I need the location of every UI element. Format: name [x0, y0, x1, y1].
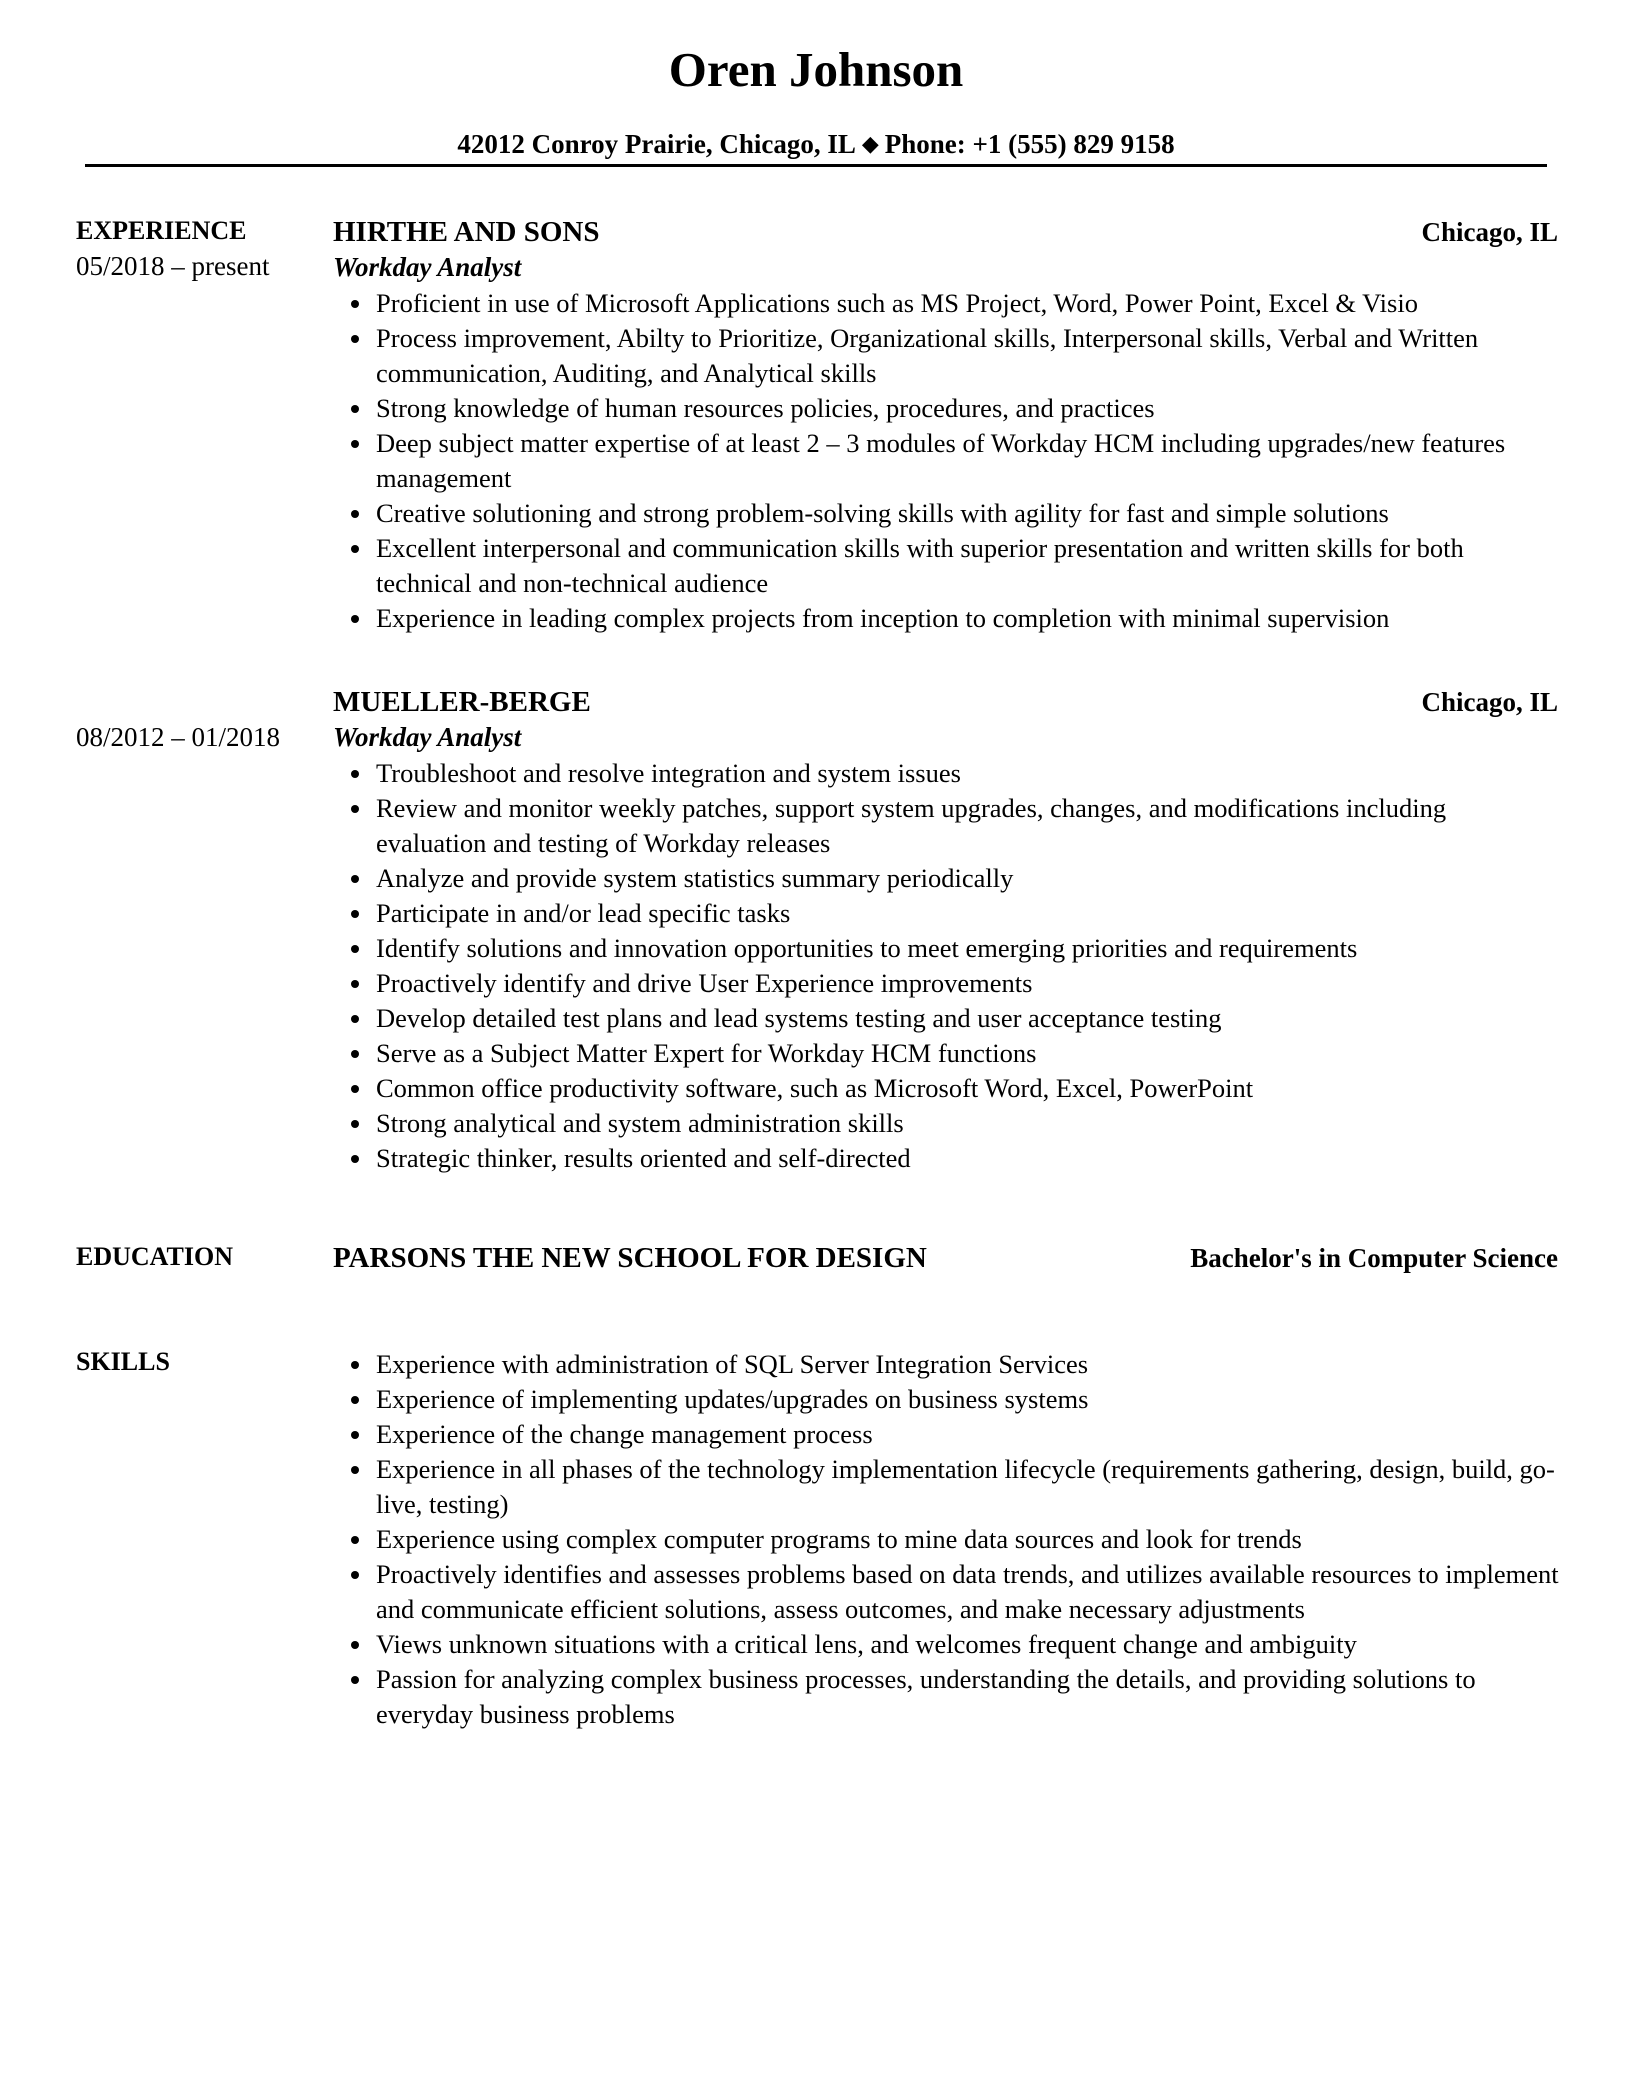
- section-label-skills: SKILLS: [76, 1347, 170, 1376]
- degree: Bachelor's in Computer Science: [1190, 1243, 1558, 1273]
- company-name: HIRTHE AND SONS: [333, 216, 600, 248]
- diamond-separator-icon: ◆: [861, 131, 879, 156]
- list-item: Proactively identifies and assesses problems based on data trends, and utilizes available resources to implement and communicate efficient solutions, assess outcomes, and make necessary adjustments: [333, 1557, 1563, 1627]
- list-item: Views unknown situations with a critical lens, and welcomes frequent change and ambiguity: [333, 1627, 1563, 1662]
- list-item: Experience with administration of SQL Server Integration Services: [333, 1347, 1563, 1382]
- list-item: Identify solutions and innovation opportunities to meet emerging priorities and requirements: [333, 931, 1563, 966]
- list-item: Deep subject matter expertise of at least 2 – 3 modules of Workday HCM including upgrades/new features management: [333, 426, 1563, 496]
- list-item: Troubleshoot and resolve integration and system issues: [333, 756, 1563, 791]
- phone: Phone: +1 (555) 829 9158: [884, 129, 1175, 159]
- list-item: Develop detailed test plans and lead systems testing and user acceptance testing: [333, 1001, 1563, 1036]
- job-date: 08/2012 – 01/2018: [76, 722, 281, 752]
- skills-bullets: [333, 1347, 1563, 1732]
- header-divider: [85, 164, 1547, 167]
- list-item: Strong knowledge of human resources policies, procedures, and practices: [333, 391, 1563, 426]
- list-item: Serve as a Subject Matter Expert for Workday HCM functions: [333, 1036, 1563, 1071]
- list-item: Strong analytical and system administration skills: [333, 1106, 1563, 1141]
- job-bullets: [333, 756, 1563, 1176]
- list-item: Common office productivity software, such as Microsoft Word, Excel, PowerPoint: [333, 1071, 1563, 1106]
- job-title: Workday Analyst: [333, 252, 522, 282]
- section-label-education: EDUCATION: [76, 1242, 233, 1271]
- job-date: 05/2018 – present: [76, 251, 270, 281]
- list-item: Excellent interpersonal and communication skills with superior presentation and written skills for both technical and non-technical audience: [333, 531, 1563, 601]
- section-label-experience: EXPERIENCE: [76, 216, 247, 245]
- school-name: PARSONS THE NEW SCHOOL FOR DESIGN: [333, 1242, 927, 1274]
- company-name: MUELLER-BERGE: [333, 686, 591, 718]
- list-item: Experience of implementing updates/upgrades on business systems: [333, 1382, 1563, 1417]
- list-item: Experience in leading complex projects from inception to completion with minimal supervision: [333, 601, 1563, 636]
- list-item: Proficient in use of Microsoft Applications such as MS Project, Word, Power Point, Excel & Visio: [333, 286, 1563, 321]
- list-item: Experience using complex computer programs to mine data sources and look for trends: [333, 1522, 1563, 1557]
- list-item: Passion for analyzing complex business processes, understanding the details, and providing solutions to everyday business problems: [333, 1662, 1563, 1732]
- list-item: Process improvement, Abilty to Prioritize, Organizational skills, Interpersonal skills, Verbal and Written communication, Auditing, and Analytical skills: [333, 321, 1563, 391]
- job-location: Chicago, IL: [1421, 217, 1558, 247]
- job-location: Chicago, IL: [1421, 687, 1558, 717]
- contact-line: [0, 126, 1632, 164]
- list-item: Experience of the change management process: [333, 1417, 1563, 1452]
- job-title: Workday Analyst: [333, 722, 522, 752]
- list-item: Experience in all phases of the technology implementation lifecycle (requirements gathering, design, build, go-live, testing): [333, 1452, 1563, 1522]
- list-item: Review and monitor weekly patches, support system upgrades, changes, and modifications including evaluation and testing of Workday releases: [333, 791, 1563, 861]
- list-item: Creative solutioning and strong problem-solving skills with agility for fast and simple solutions: [333, 496, 1563, 531]
- address: 42012 Conroy Prairie, Chicago, IL: [457, 129, 856, 159]
- list-item: Analyze and provide system statistics summary periodically: [333, 861, 1563, 896]
- list-item: Strategic thinker, results oriented and self-directed: [333, 1141, 1563, 1176]
- job-bullets: [333, 286, 1563, 636]
- list-item: Participate in and/or lead specific tasks: [333, 896, 1563, 931]
- candidate-name: Oren Johnson: [668, 42, 964, 97]
- list-item: Proactively identify and drive User Experience improvements: [333, 966, 1563, 1001]
